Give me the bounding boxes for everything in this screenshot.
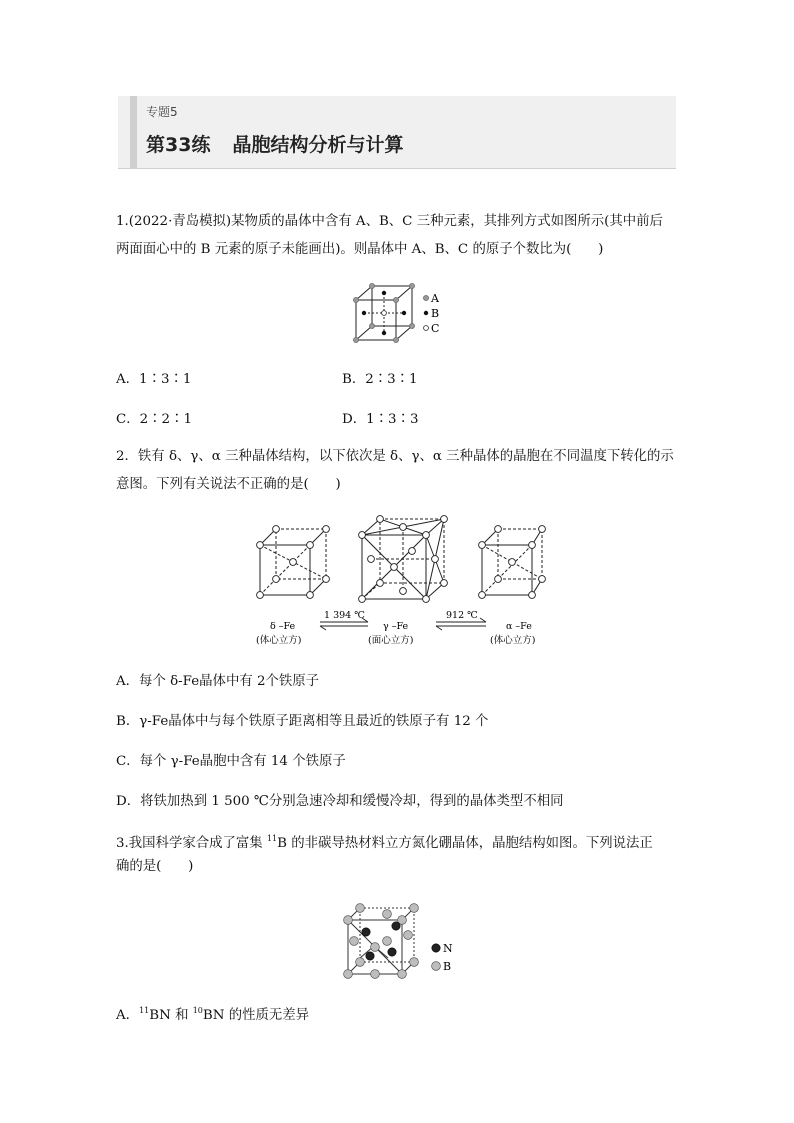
legend-b-label: B: [431, 307, 440, 320]
header-accent-bar: [130, 96, 137, 168]
q2-option-a: A．每个 δ-Fe晶体中有 2个铁原子: [116, 674, 320, 689]
q1-stem-line2: 两面面心中的 B 元素的原子未能画出)。则晶体中 A、B、C 的原子个数比为( ): [116, 242, 604, 257]
temp-label-912: 912 ℃: [446, 610, 478, 621]
legend-c-label: C: [431, 322, 440, 335]
q1-crystal-figure: [350, 282, 450, 348]
q2-iron-phase-figure: [250, 515, 550, 647]
q1-stem-line1: 1.(2022·青岛模拟)某物质的晶体中含有 A、B、C 三种元素，其排列方式如图所示(其中前后: [116, 214, 663, 229]
header-underline: [118, 168, 676, 169]
q2-option-d: D．将铁加热到 1 500 ℃分别急速冷却和缓慢冷却，得到的晶体类型不相同: [116, 794, 564, 809]
subject-label: 专题5: [146, 105, 178, 119]
practice-number: 第33练: [146, 134, 211, 156]
delta-fe-type: (体心立方): [256, 635, 302, 646]
q3-option-a: A．$^{11}$BN 和 $^{10}$BN 的性质无差异: [116, 1006, 310, 1023]
q1-option-d: D．1∶3∶3: [342, 412, 419, 427]
q2-option-b: B．γ-Fe晶体中与每个铁原子距离相等且最近的铁原子有 12 个: [116, 714, 489, 729]
gamma-fe-type: (面心立方): [368, 635, 414, 646]
q3-stem-line2: 确的是( ): [116, 859, 194, 874]
gamma-fe-label: γ –Fe: [383, 621, 409, 632]
q1-option-a: A．1∶3∶1: [116, 372, 192, 387]
delta-fe-label: δ –Fe: [270, 621, 296, 632]
q1-option-b: B．2∶3∶1: [342, 372, 418, 387]
page-title: [146, 130, 425, 157]
practice-title: 晶胞结构分析与计算: [232, 134, 404, 156]
alpha-fe-label: α –Fe: [506, 621, 532, 632]
alpha-fe-type: (体心立方): [490, 635, 536, 646]
legend-a-label: A: [431, 292, 439, 305]
temp-label-1394: 1 394 ℃: [324, 610, 365, 621]
q2-stem-line1: 2．铁有 δ、γ、α 三种晶体结构，以下依次是 δ、γ、α 三种晶体的晶胞在不同温度下转化的示: [116, 449, 674, 464]
q1-option-c: C．2∶2∶1: [116, 412, 192, 427]
legend-b-atom-label: B: [443, 960, 452, 973]
q2-option-c: C．每个 γ-Fe晶胞中含有 14 个铁原子: [116, 754, 346, 769]
q2-stem-line2: 意图。下列有关说法不正确的是( ): [116, 477, 341, 492]
q3-bn-crystal-figure: [338, 900, 458, 980]
legend-n-label: N: [443, 942, 453, 955]
q3-stem-line1: 3.我国科学家合成了富集 $^{11}$B 的非碳导热材料立方氮化硼晶体，晶胞结构如图。下列说法正: [116, 834, 653, 851]
